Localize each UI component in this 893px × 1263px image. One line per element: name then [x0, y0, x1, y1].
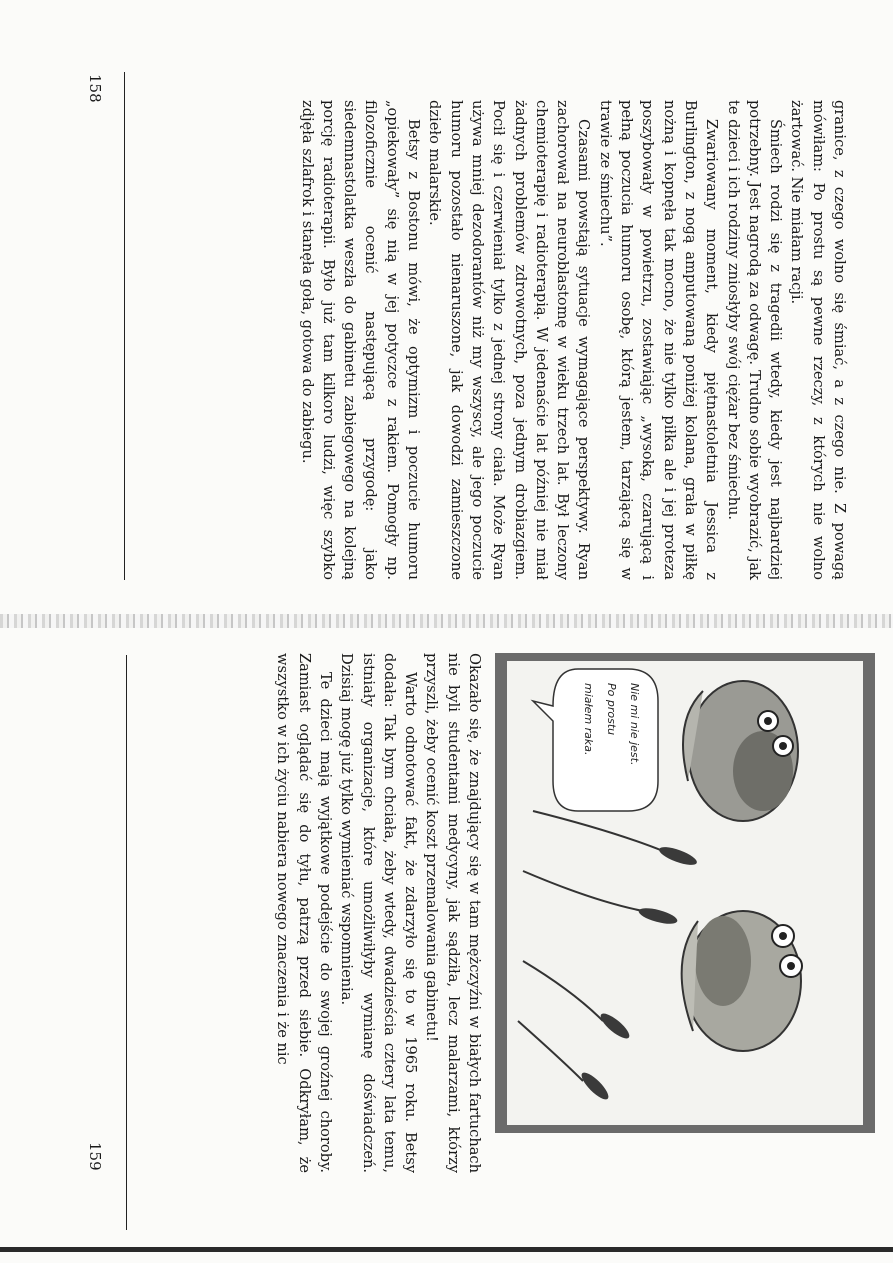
illustration-canvas [507, 661, 863, 1125]
scan-edge-bottom [0, 1247, 893, 1252]
right-page [150, 653, 875, 1173]
speech-bubble-line: Nie mi nie jest. [628, 683, 641, 766]
paragraph: Śmiech rodzi się z tragedii wtedy, kiedy jest najbardziej potrzebny. Jest nagrodą za odwagę. Trudno sobie wyobrazić, jak te dzieci i ich rodziny zniosłyby swój ciężar bez śmiechu. [724, 100, 785, 580]
right-page-rule [126, 655, 127, 1230]
paragraph: Warto odnotować fakt, że zdarzyło się to w 1965 roku. Betsy dodała: Tak bym chciała, żeby wtedy, dwadzieścia cztery lata temu, istniały organizacje, które umożliwiłyby wymianę doświadczeń. Dzisiaj mogę już tylko wymieniać wspomnienia. [338, 653, 420, 1173]
paragraph: Betsy z Bostonu mówi, że optymizm i poczucie humoru „opiekowały” się nią w jej potyczce z rakiem. Pomogły np. filozoficznie ocenić następującą przygodę: jako siedemnastolatka weszła do gabinetu zabiegowego na kolejną porcję radioterapii. Było już tam kilkoro ludzi, więc szybko zdjęła szlafrok i stanęła goła, gotowa do zabiegu. [298, 100, 423, 580]
left-page [120, 100, 850, 580]
speech-bubble-line: miałem raka. [582, 683, 595, 756]
paragraph: Zwariowany moment, kiedy piętnastoletnia Jessica z Burlington, z nogą amputowaną poniżej kolana, grała w piłkę nożną i kopnęła tak mocno, że nie tylko piłka ale i jej proteza poszybowały w powietrzu, zostawiając „wysoką, czarującą i pełną poczucia humoru osobę, którą jestem, tarzającą się w trawie ze śmiechu”. [596, 100, 721, 580]
frogs-drawing [507, 661, 863, 1125]
page-fold [0, 614, 893, 628]
left-page-number: 158 [86, 74, 104, 103]
speech-bubble [533, 669, 658, 811]
illustration [495, 653, 875, 1133]
paragraph: Te dzieci mają wyjątkowe podejście do swojej groźnej choroby. Zamiast oglądać się do tyłu, patrzą przed siebie. Odkryłam, że wszystko w ich życiu nabiera nowego znaczenia i że nic [274, 653, 334, 1173]
frog-icon [682, 911, 802, 1051]
right-page-text [272, 653, 485, 1173]
paragraph: Okazało się, że znajdujący się w tam mężczyźni w białych fartuchach nie byli studentami medycyny, jak sądziła, lecz malarzami, którzy przyszli, żeby ocenić koszt przemalowania gabinetu! [423, 653, 483, 1173]
frog-icon [683, 681, 798, 821]
paragraph: Czasami powstają sytuacje wymagające perspektywy. Ryan zachorował na neuroblastomę w wieku trzech lat. Był leczony chemioterapię i radioterapią. W jedenaście lat później nie miał żadnych problemów zdrowotnych, poza jednym drobiazgiem. Pocił się i czerwieniał tylko z jednej strony ciała. Może Ryan używa mniej dezodorantów niż my wszyscy, ale jego poczucie humoru pozostało nienaruszone, jak dowodzi zamieszczone dzieło malarskie. [426, 100, 593, 580]
cattail-icon [518, 811, 663, 1081]
speech-bubble-line: Po prostu [605, 683, 618, 736]
paragraph: granice, z czego wolno się śmiać, a z czego nie. Z powagą mówiłam: Po prostu są pewne rzeczy, z których nie wolno żartować. Nie miałam racji. [788, 100, 848, 580]
right-page-number: 159 [86, 1142, 104, 1171]
